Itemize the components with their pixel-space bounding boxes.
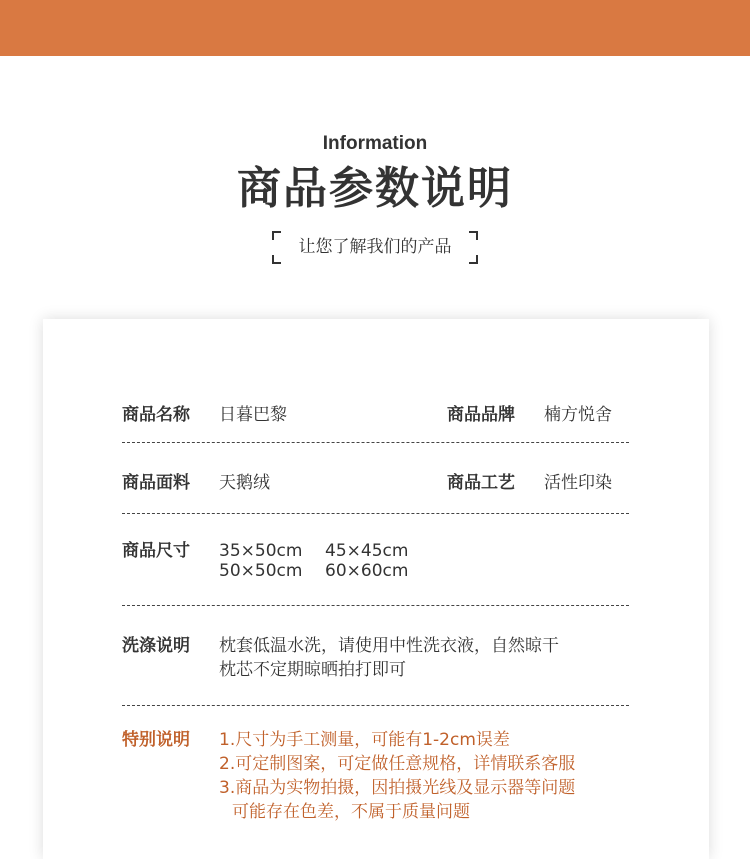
note-label: 特别说明 — [122, 730, 190, 750]
wash-line: 枕芯不定期晾晒拍打即可 — [219, 660, 406, 680]
name-label: 商品名称 — [122, 405, 190, 425]
size-label: 商品尺寸 — [122, 541, 190, 561]
note-line: 2.可定制图案，可定做任意规格，详情联系客服 — [219, 754, 576, 774]
row-divider — [122, 513, 629, 514]
note-line: 3.商品为实物拍摄，因拍摄光线及显示器等问题 — [219, 778, 576, 798]
name-value: 日暮巴黎 — [219, 405, 287, 425]
note-line: 1.尺寸为手工测量，可能有1-2cm误差 — [219, 730, 510, 750]
row-divider — [122, 442, 629, 443]
subtitle-frame — [272, 231, 478, 264]
note-line: 可能存在色差，不属于质量问题 — [232, 802, 470, 822]
top-accent-bar — [0, 0, 750, 56]
row-divider — [122, 705, 629, 706]
brand-value: 楠方悦舍 — [544, 405, 612, 425]
fabric-label: 商品面料 — [122, 473, 190, 493]
brand-label: 商品品牌 — [447, 405, 515, 425]
size-value: 50×50cm — [219, 561, 303, 581]
size-value: 60×60cm — [325, 561, 409, 581]
row-divider — [122, 605, 629, 606]
craft-value: 活性印染 — [544, 473, 612, 493]
page-title: 商品参数说明 — [237, 163, 513, 214]
info-heading-en: Information — [322, 133, 428, 154]
wash-label: 洗涤说明 — [122, 636, 190, 656]
fabric-value: 天鹅绒 — [219, 473, 270, 493]
size-value: 45×45cm — [325, 541, 409, 561]
wash-line: 枕套低温水洗，请使用中性洗衣液，自然晾干 — [219, 636, 559, 656]
size-value: 35×50cm — [219, 541, 303, 561]
craft-label: 商品工艺 — [447, 473, 515, 493]
subtitle: 让您了解我们的产品 — [298, 237, 452, 257]
